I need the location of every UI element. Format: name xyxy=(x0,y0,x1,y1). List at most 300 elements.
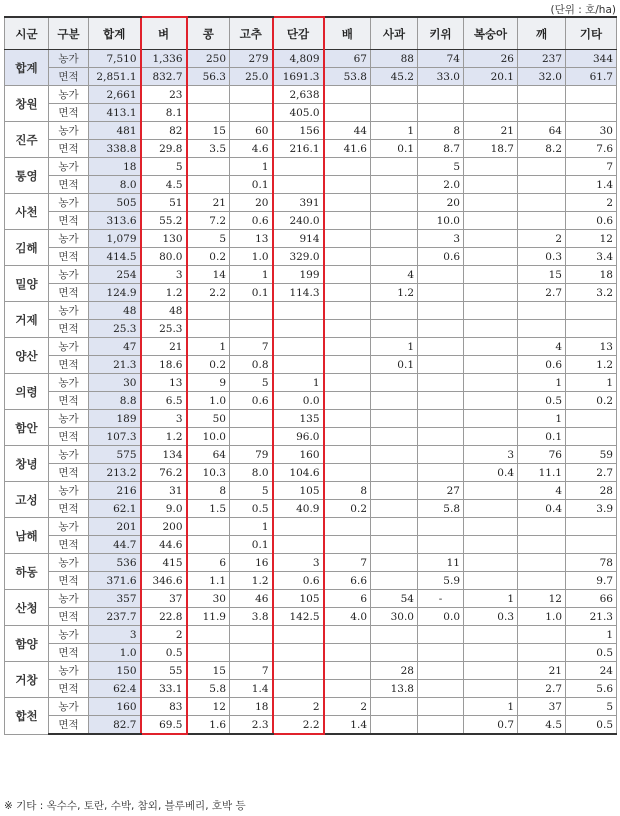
value-cell: 78 xyxy=(566,554,617,572)
value-cell: 64 xyxy=(187,446,230,464)
value-cell: 7,510 xyxy=(89,50,141,68)
value-cell: 3.4 xyxy=(566,248,617,266)
value-cell xyxy=(566,320,617,338)
value-cell: 3.8 xyxy=(230,608,273,626)
value-cell xyxy=(230,410,273,428)
value-cell: 0.4 xyxy=(464,464,518,482)
value-cell: 2.0 xyxy=(418,176,464,194)
value-cell: 2,638 xyxy=(273,86,324,104)
value-cell xyxy=(371,644,418,662)
value-cell: 0.2 xyxy=(187,356,230,374)
value-cell: 1 xyxy=(230,158,273,176)
value-cell: 7 xyxy=(324,554,371,572)
value-cell: 1 xyxy=(273,374,324,392)
value-cell xyxy=(464,662,518,680)
row-type-label: 면적 xyxy=(49,428,89,446)
row-type-label: 농가 xyxy=(49,338,89,356)
value-cell: 4.6 xyxy=(230,140,273,158)
table-row xyxy=(5,716,617,735)
value-cell xyxy=(371,698,418,716)
value-cell: 2.2 xyxy=(187,284,230,302)
row-type-label: 농가 xyxy=(49,302,89,320)
value-cell: 82 xyxy=(141,122,187,140)
value-cell xyxy=(324,302,371,320)
value-cell: 13.8 xyxy=(371,680,418,698)
value-cell: 0.5 xyxy=(141,644,187,662)
value-cell: 21 xyxy=(464,122,518,140)
value-cell: 20.1 xyxy=(464,68,518,86)
value-cell xyxy=(273,356,324,374)
row-type-label: 농가 xyxy=(49,50,89,68)
value-cell: 0.7 xyxy=(464,716,518,735)
row-type-label: 농가 xyxy=(49,554,89,572)
value-cell: 371.6 xyxy=(89,572,141,590)
value-cell xyxy=(187,302,230,320)
value-cell xyxy=(324,464,371,482)
value-cell xyxy=(464,392,518,410)
row-type-label: 농가 xyxy=(49,374,89,392)
value-cell: 15 xyxy=(518,266,566,284)
value-cell: 0.5 xyxy=(566,716,617,735)
table-row xyxy=(5,500,617,518)
value-cell: 18 xyxy=(566,266,617,284)
value-cell xyxy=(324,284,371,302)
value-cell xyxy=(324,104,371,122)
row-type-label: 면적 xyxy=(49,68,89,86)
value-cell xyxy=(418,464,464,482)
value-cell: 16 xyxy=(230,554,273,572)
region-name: 거제 xyxy=(5,302,49,338)
value-cell: 0.4 xyxy=(518,500,566,518)
value-cell xyxy=(418,374,464,392)
table-row xyxy=(5,554,617,572)
table-row xyxy=(5,464,617,482)
table-row xyxy=(5,680,617,698)
value-cell: 0.3 xyxy=(464,608,518,626)
value-cell: 21 xyxy=(187,194,230,212)
value-cell: 344 xyxy=(566,50,617,68)
value-cell xyxy=(418,284,464,302)
value-cell: 414.5 xyxy=(89,248,141,266)
value-cell: 25.3 xyxy=(141,320,187,338)
row-type-label: 면적 xyxy=(49,176,89,194)
value-cell xyxy=(371,248,418,266)
value-cell: 18 xyxy=(230,698,273,716)
value-cell xyxy=(230,86,273,104)
value-cell: 0.0 xyxy=(418,608,464,626)
value-cell xyxy=(230,644,273,662)
value-cell: 313.6 xyxy=(89,212,141,230)
value-cell: 44 xyxy=(324,122,371,140)
value-cell: 54 xyxy=(371,590,418,608)
value-cell: 9 xyxy=(187,374,230,392)
row-type-label: 면적 xyxy=(49,644,89,662)
value-cell: 216.1 xyxy=(273,140,324,158)
value-cell xyxy=(273,338,324,356)
value-cell: 1 xyxy=(566,626,617,644)
value-cell: 33.0 xyxy=(418,68,464,86)
value-cell xyxy=(273,302,324,320)
value-cell xyxy=(324,230,371,248)
value-cell: 3.9 xyxy=(566,500,617,518)
value-cell: 1.2 xyxy=(230,572,273,590)
column-header: 배 xyxy=(324,17,371,50)
value-cell xyxy=(324,518,371,536)
table-row xyxy=(5,122,617,140)
table-row xyxy=(5,86,617,104)
value-cell xyxy=(518,86,566,104)
table-row xyxy=(5,644,617,662)
value-cell: 2 xyxy=(273,698,324,716)
value-cell xyxy=(324,446,371,464)
value-cell xyxy=(418,626,464,644)
value-cell xyxy=(230,428,273,446)
value-cell: 79 xyxy=(230,446,273,464)
value-cell: 250 xyxy=(187,50,230,68)
value-cell: 160 xyxy=(273,446,324,464)
value-cell: 1,079 xyxy=(89,230,141,248)
value-cell: 357 xyxy=(89,590,141,608)
value-cell xyxy=(187,518,230,536)
value-cell: 8 xyxy=(324,482,371,500)
table-row xyxy=(5,176,617,194)
value-cell: 1.0 xyxy=(89,644,141,662)
value-cell: 4 xyxy=(518,482,566,500)
value-cell: 2.7 xyxy=(518,284,566,302)
value-cell xyxy=(187,320,230,338)
row-type-label: 면적 xyxy=(49,356,89,374)
value-cell: 28 xyxy=(566,482,617,500)
row-type-label: 면적 xyxy=(49,140,89,158)
value-cell xyxy=(371,500,418,518)
value-cell: 12 xyxy=(187,698,230,716)
value-cell: 0.1 xyxy=(518,428,566,446)
value-cell xyxy=(566,428,617,446)
value-cell: 0.0 xyxy=(273,392,324,410)
value-cell xyxy=(371,482,418,500)
value-cell xyxy=(324,644,371,662)
table-row xyxy=(5,266,617,284)
value-cell xyxy=(464,482,518,500)
value-cell xyxy=(464,194,518,212)
value-cell: 15 xyxy=(187,122,230,140)
value-cell: 8.8 xyxy=(89,392,141,410)
value-cell: 0.6 xyxy=(230,392,273,410)
row-type-label: 농가 xyxy=(49,194,89,212)
table-row xyxy=(5,50,617,68)
value-cell: 1 xyxy=(187,338,230,356)
table-row xyxy=(5,230,617,248)
row-type-label: 면적 xyxy=(49,284,89,302)
value-cell xyxy=(273,176,324,194)
row-type-label: 면적 xyxy=(49,392,89,410)
value-cell xyxy=(324,374,371,392)
value-cell xyxy=(371,320,418,338)
column-header: 깨 xyxy=(518,17,566,50)
header-row xyxy=(5,17,617,50)
value-cell: 142.5 xyxy=(273,608,324,626)
value-cell: 4.0 xyxy=(324,608,371,626)
table-row xyxy=(5,608,617,626)
value-cell xyxy=(464,410,518,428)
value-cell xyxy=(464,500,518,518)
value-cell xyxy=(464,374,518,392)
value-cell xyxy=(371,464,418,482)
value-cell xyxy=(324,626,371,644)
region-name: 김해 xyxy=(5,230,49,266)
row-type-label: 농가 xyxy=(49,518,89,536)
value-cell: 130 xyxy=(141,230,187,248)
value-cell xyxy=(418,302,464,320)
value-cell xyxy=(371,230,418,248)
value-cell xyxy=(324,212,371,230)
value-cell: 14 xyxy=(187,266,230,284)
region-name: 의령 xyxy=(5,374,49,410)
column-header: 콩 xyxy=(187,17,230,50)
value-cell: 1.5 xyxy=(187,500,230,518)
value-cell: 60 xyxy=(230,122,273,140)
value-cell: 4.5 xyxy=(141,176,187,194)
value-cell: 0.6 xyxy=(418,248,464,266)
value-cell: 413.1 xyxy=(89,104,141,122)
value-cell: - xyxy=(418,590,464,608)
table-body xyxy=(5,50,617,735)
value-cell xyxy=(324,86,371,104)
value-cell: 55 xyxy=(141,662,187,680)
table-row xyxy=(5,338,617,356)
value-cell xyxy=(230,626,273,644)
region-name: 산청 xyxy=(5,590,49,626)
value-cell: 0.1 xyxy=(230,536,273,554)
value-cell xyxy=(371,446,418,464)
value-cell: 0.6 xyxy=(566,212,617,230)
value-cell xyxy=(371,410,418,428)
value-cell: 10.0 xyxy=(418,212,464,230)
value-cell: 3.2 xyxy=(566,284,617,302)
value-cell: 6 xyxy=(187,554,230,572)
value-cell xyxy=(324,662,371,680)
value-cell xyxy=(518,158,566,176)
value-cell: 832.7 xyxy=(141,68,187,86)
value-cell xyxy=(324,428,371,446)
value-cell: 32.0 xyxy=(518,68,566,86)
value-cell: 346.6 xyxy=(141,572,187,590)
row-type-label: 농가 xyxy=(49,158,89,176)
value-cell: 53.8 xyxy=(324,68,371,86)
value-cell: 481 xyxy=(89,122,141,140)
row-type-label: 면적 xyxy=(49,104,89,122)
row-type-label: 면적 xyxy=(49,608,89,626)
table-row xyxy=(5,320,617,338)
value-cell xyxy=(273,158,324,176)
value-cell xyxy=(464,572,518,590)
value-cell: 48 xyxy=(141,302,187,320)
row-type-label: 면적 xyxy=(49,212,89,230)
value-cell xyxy=(464,428,518,446)
value-cell: 18 xyxy=(89,158,141,176)
table-row xyxy=(5,356,617,374)
value-cell: 3 xyxy=(89,626,141,644)
value-cell: 0.2 xyxy=(187,248,230,266)
value-cell: 37 xyxy=(141,590,187,608)
row-type-label: 농가 xyxy=(49,662,89,680)
value-cell: 9.7 xyxy=(566,572,617,590)
value-cell: 135 xyxy=(273,410,324,428)
table-row xyxy=(5,104,617,122)
region-name: 밀양 xyxy=(5,266,49,302)
value-cell xyxy=(464,158,518,176)
value-cell: 0.6 xyxy=(230,212,273,230)
value-cell xyxy=(464,626,518,644)
value-cell: 0.2 xyxy=(566,392,617,410)
value-cell: 40.9 xyxy=(273,500,324,518)
value-cell: 254 xyxy=(89,266,141,284)
value-cell: 12 xyxy=(518,590,566,608)
value-cell: 3 xyxy=(141,266,187,284)
value-cell xyxy=(464,302,518,320)
region-name: 거창 xyxy=(5,662,49,698)
crop-area-table xyxy=(4,16,617,735)
value-cell: 1.0 xyxy=(187,392,230,410)
value-cell xyxy=(518,554,566,572)
value-cell xyxy=(518,626,566,644)
value-cell: 33.1 xyxy=(141,680,187,698)
value-cell: 1.0 xyxy=(230,248,273,266)
value-cell: 1.2 xyxy=(141,284,187,302)
value-cell: 26 xyxy=(464,50,518,68)
value-cell: 279 xyxy=(230,50,273,68)
value-cell: 1 xyxy=(230,266,273,284)
value-cell xyxy=(418,428,464,446)
value-cell: 5 xyxy=(187,230,230,248)
value-cell: 21.3 xyxy=(89,356,141,374)
value-cell xyxy=(464,644,518,662)
value-cell: 5.6 xyxy=(566,680,617,698)
value-cell xyxy=(418,518,464,536)
value-cell: 200 xyxy=(141,518,187,536)
value-cell: 2.3 xyxy=(230,716,273,735)
value-cell xyxy=(324,338,371,356)
value-cell: 5 xyxy=(230,374,273,392)
value-cell: 11.9 xyxy=(187,608,230,626)
value-cell: 237 xyxy=(518,50,566,68)
value-cell: 8 xyxy=(418,122,464,140)
value-cell: 28 xyxy=(371,662,418,680)
value-cell: 59 xyxy=(566,446,617,464)
value-cell: 114.3 xyxy=(273,284,324,302)
region-name: 하동 xyxy=(5,554,49,590)
column-header: 단감 xyxy=(273,17,324,50)
value-cell xyxy=(464,212,518,230)
value-cell xyxy=(418,338,464,356)
value-cell xyxy=(371,194,418,212)
value-cell: 80.0 xyxy=(141,248,187,266)
column-header: 사과 xyxy=(371,17,418,50)
row-type-label: 농가 xyxy=(49,698,89,716)
value-cell: 6.6 xyxy=(324,572,371,590)
value-cell xyxy=(464,320,518,338)
value-cell xyxy=(187,626,230,644)
value-cell: 1.4 xyxy=(324,716,371,735)
column-header: 벼 xyxy=(141,17,187,50)
value-cell xyxy=(518,212,566,230)
value-cell xyxy=(418,86,464,104)
value-cell xyxy=(418,698,464,716)
value-cell: 10.3 xyxy=(187,464,230,482)
value-cell xyxy=(518,320,566,338)
value-cell: 329.0 xyxy=(273,248,324,266)
column-header: 구분 xyxy=(49,17,89,50)
value-cell xyxy=(230,320,273,338)
value-cell xyxy=(324,410,371,428)
column-header: 고추 xyxy=(230,17,273,50)
value-cell xyxy=(566,518,617,536)
value-cell: 1.6 xyxy=(187,716,230,735)
value-cell: 51 xyxy=(141,194,187,212)
value-cell: 11 xyxy=(418,554,464,572)
value-cell: 0.8 xyxy=(230,356,273,374)
value-cell xyxy=(518,302,566,320)
value-cell: 22.8 xyxy=(141,608,187,626)
value-cell: 150 xyxy=(89,662,141,680)
value-cell: 8.1 xyxy=(141,104,187,122)
value-cell: 1 xyxy=(566,374,617,392)
value-cell: 0.6 xyxy=(273,572,324,590)
value-cell xyxy=(518,644,566,662)
value-cell: 11.1 xyxy=(518,464,566,482)
value-cell: 8.7 xyxy=(418,140,464,158)
value-cell: 5 xyxy=(141,158,187,176)
row-type-label: 면적 xyxy=(49,572,89,590)
value-cell: 6 xyxy=(324,590,371,608)
value-cell: 13 xyxy=(566,338,617,356)
region-name: 양산 xyxy=(5,338,49,374)
value-cell: 67 xyxy=(324,50,371,68)
value-cell: 4.5 xyxy=(518,716,566,735)
value-cell xyxy=(273,320,324,338)
value-cell xyxy=(273,680,324,698)
value-cell: 1 xyxy=(371,338,418,356)
value-cell: 5.9 xyxy=(418,572,464,590)
value-cell: 201 xyxy=(89,518,141,536)
value-cell xyxy=(371,302,418,320)
table-row xyxy=(5,698,617,716)
value-cell: 0.3 xyxy=(518,248,566,266)
value-cell xyxy=(187,158,230,176)
column-header: 시군 xyxy=(5,17,49,50)
value-cell: 20 xyxy=(230,194,273,212)
row-type-label: 면적 xyxy=(49,500,89,518)
value-cell xyxy=(464,266,518,284)
value-cell: 10.0 xyxy=(187,428,230,446)
value-cell: 2,851.1 xyxy=(89,68,141,86)
value-cell: 55.2 xyxy=(141,212,187,230)
region-name: 함안 xyxy=(5,410,49,446)
value-cell: 74 xyxy=(418,50,464,68)
row-type-label: 농가 xyxy=(49,590,89,608)
value-cell: 2.7 xyxy=(566,464,617,482)
value-cell xyxy=(464,338,518,356)
value-cell: 5 xyxy=(418,158,464,176)
value-cell xyxy=(518,194,566,212)
value-cell: 0.5 xyxy=(230,500,273,518)
value-cell xyxy=(566,410,617,428)
value-cell: 0.5 xyxy=(566,644,617,662)
value-cell: 25.0 xyxy=(230,68,273,86)
value-cell: 18.7 xyxy=(464,140,518,158)
value-cell xyxy=(418,662,464,680)
value-cell xyxy=(324,320,371,338)
